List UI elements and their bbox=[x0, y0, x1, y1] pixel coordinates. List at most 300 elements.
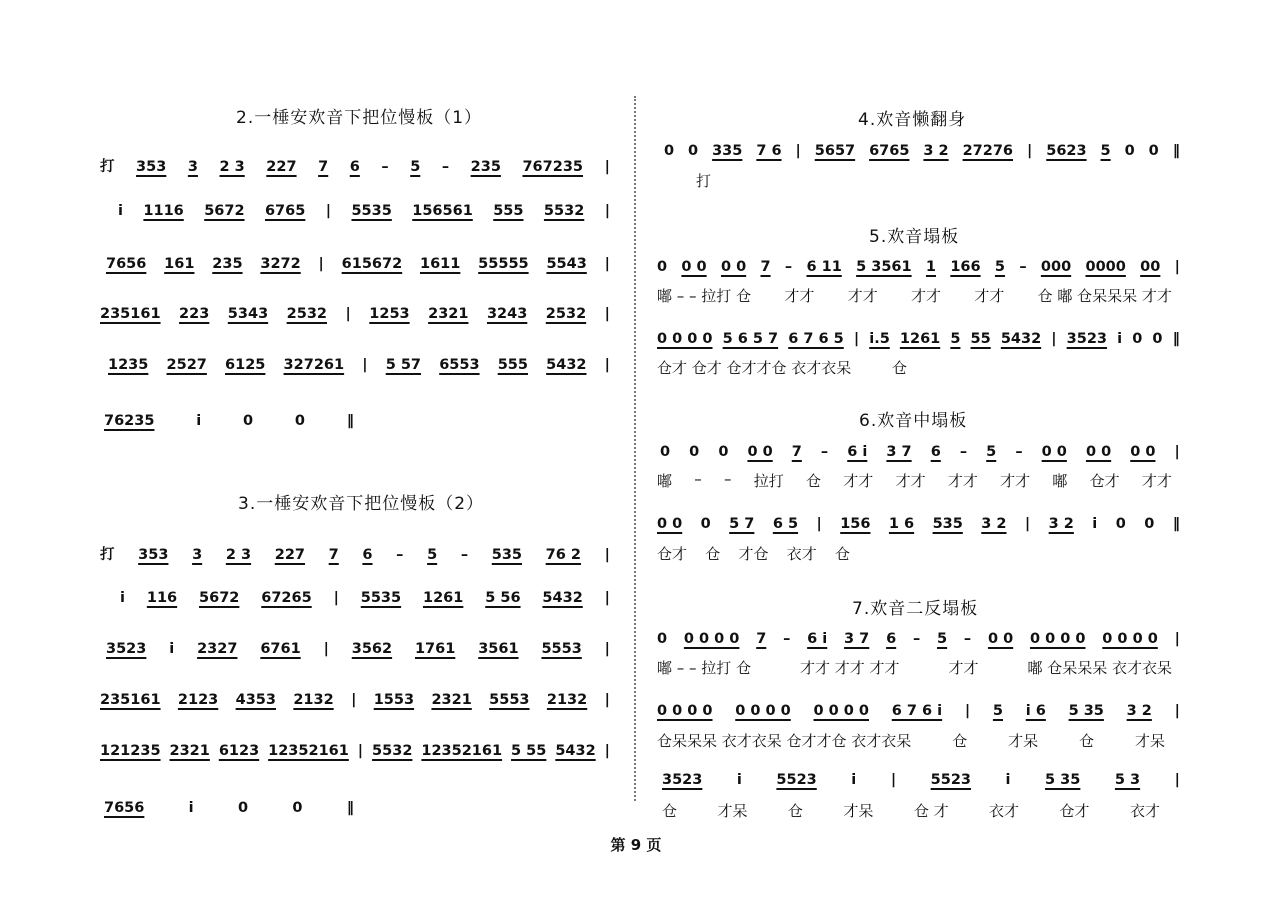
notation-token: 535 bbox=[932, 516, 963, 532]
notation-token: ‖ bbox=[1172, 331, 1180, 347]
lyric-token: 仓 bbox=[952, 732, 968, 750]
notation-token: 0 0 bbox=[1085, 444, 1112, 460]
notation-token: 0 bbox=[294, 413, 305, 429]
lyric-token: 仓才 bbox=[1089, 472, 1120, 490]
notation-token: 166 bbox=[950, 259, 981, 275]
notation-token: 2321 bbox=[169, 743, 210, 759]
notation-token: 3523 bbox=[1066, 331, 1108, 347]
notation-token: – bbox=[460, 547, 469, 563]
notation-token: | bbox=[1174, 259, 1180, 275]
lyric-token: 衣才 bbox=[989, 802, 1020, 820]
notation-token: 5543 bbox=[546, 256, 587, 272]
section-7-title: 7.欢音二反塌板 bbox=[852, 599, 979, 619]
notation-token: i bbox=[1117, 331, 1123, 347]
section-2-row bbox=[100, 155, 610, 181]
notation-token: 0 0 bbox=[657, 516, 683, 532]
notation-token: 1261 bbox=[899, 331, 941, 347]
lyric-token: – bbox=[724, 470, 732, 488]
notation-token: 1 bbox=[925, 259, 937, 275]
section-3-row bbox=[100, 743, 610, 769]
lyric-token: 才才 bbox=[843, 472, 874, 490]
notation-token: | bbox=[604, 692, 610, 708]
notation-token: 5532 bbox=[543, 203, 585, 219]
lyric-token: 仓 bbox=[662, 802, 678, 820]
lyric-token: 才呆 bbox=[717, 802, 748, 820]
notation-token: 0 0 0 0 bbox=[735, 703, 791, 719]
notation-token: 0 0 0 0 bbox=[813, 703, 870, 719]
notation-token: i bbox=[120, 590, 125, 606]
notation-token: 5 bbox=[994, 259, 1006, 275]
notation-token: | bbox=[1174, 772, 1180, 788]
notation-token: 3523 bbox=[106, 641, 147, 657]
notation-token: 5 bbox=[1100, 143, 1111, 159]
notation-token: | bbox=[351, 692, 357, 708]
notation-token: 5 57 bbox=[385, 357, 422, 373]
notation-token: 5 3 bbox=[1114, 772, 1141, 788]
lyric-token: 才才 bbox=[1000, 472, 1031, 490]
lyric-token: 打 bbox=[696, 172, 712, 190]
notation-token: – bbox=[441, 159, 450, 175]
notation-token: 6553 bbox=[439, 357, 480, 373]
notation-token: | bbox=[964, 703, 971, 719]
notation-token: 6 bbox=[349, 159, 360, 175]
lyric-token: 才才 bbox=[911, 287, 942, 305]
section-4-lyrics bbox=[696, 170, 716, 191]
notation-token: 5523 bbox=[776, 772, 817, 788]
notation-token: | bbox=[604, 357, 610, 373]
notation-token: 0 0 0 0 bbox=[1029, 631, 1086, 647]
section-2-row bbox=[108, 357, 610, 383]
notation-token: ‖ bbox=[1172, 143, 1180, 159]
notation-token: 2321 bbox=[428, 306, 469, 322]
notation-token: 0 0 bbox=[747, 444, 773, 460]
notation-token: 353 bbox=[136, 159, 167, 175]
notation-token: 5532 bbox=[372, 743, 413, 759]
notation-token: | bbox=[604, 256, 610, 272]
notation-token: | bbox=[357, 743, 364, 759]
notation-token: i bbox=[188, 800, 194, 816]
page-number: 第 9 页 bbox=[610, 836, 662, 854]
lyric-token: 嘟 – – 拉打 仓 bbox=[657, 659, 752, 677]
notation-token: 1261 bbox=[422, 590, 464, 606]
section-7-lyrics bbox=[657, 730, 1165, 751]
notation-token: 5 bbox=[937, 631, 948, 647]
notation-token: 2327 bbox=[197, 641, 238, 657]
lyric-token: 才才 才才 才才 bbox=[800, 659, 900, 677]
notation-token: 0 bbox=[243, 413, 254, 429]
notation-token: 1 6 bbox=[888, 516, 915, 532]
lyric-token: 衣才 bbox=[1129, 802, 1160, 820]
notation-token: 6123 bbox=[218, 743, 260, 759]
lyric-token: 才才 bbox=[895, 472, 926, 490]
notation-token: 55 bbox=[970, 331, 991, 347]
notation-token: 0 bbox=[1132, 331, 1143, 347]
notation-token: | bbox=[604, 306, 610, 322]
notation-token: i bbox=[1005, 772, 1011, 788]
section-4-title: 4.欢音懒翻身 bbox=[858, 110, 967, 130]
notation-token: 235161 bbox=[100, 306, 161, 322]
lyric-token: 才呆 bbox=[843, 802, 874, 820]
lyric-token: 仓 bbox=[806, 472, 822, 490]
section-6-lyrics bbox=[657, 470, 1172, 491]
notation-token: | bbox=[1024, 516, 1031, 532]
section-3-row bbox=[120, 590, 610, 616]
notation-token: | bbox=[604, 159, 610, 175]
notation-token: | bbox=[318, 256, 324, 272]
notation-token: – bbox=[783, 631, 791, 647]
notation-token: 1761 bbox=[414, 641, 456, 657]
notation-token: 3 7 bbox=[844, 631, 870, 647]
notation-token: 3523 bbox=[662, 772, 703, 788]
notation-token: 1235 bbox=[108, 357, 149, 373]
notation-token: 5 6 5 7 bbox=[722, 331, 779, 347]
notation-token: 5432 bbox=[555, 743, 596, 759]
notation-token: i bbox=[736, 772, 742, 788]
notation-token: 5 56 bbox=[485, 590, 521, 606]
notation-token: 0 0 bbox=[1041, 444, 1067, 460]
notation-token: 6761 bbox=[260, 641, 301, 657]
notation-token: 223 bbox=[179, 306, 210, 322]
notation-token: 116 bbox=[146, 590, 178, 606]
notation-token: 3 2 bbox=[981, 516, 1007, 532]
notation-token: | bbox=[1051, 331, 1057, 347]
notation-token: 0 bbox=[700, 516, 711, 532]
notation-token: 3 2 bbox=[923, 143, 949, 159]
notation-token: 0000 bbox=[1085, 259, 1126, 275]
lyric-token: 仓 bbox=[787, 802, 803, 820]
notation-token: 5672 bbox=[199, 590, 240, 606]
section-5-title: 5.欢音塌板 bbox=[869, 227, 960, 247]
notation-token: 5 7 bbox=[729, 516, 755, 532]
notation-token: 0 0 0 0 bbox=[683, 631, 740, 647]
notation-token: i bbox=[169, 641, 175, 657]
section-2-title: 2.一棰安欢音下把位慢板（1） bbox=[236, 108, 483, 128]
notation-token: – bbox=[1019, 259, 1027, 275]
notation-token: | bbox=[853, 331, 860, 347]
notation-token: i bbox=[1092, 516, 1098, 532]
notation-token: | bbox=[604, 641, 610, 657]
notation-token: | bbox=[362, 357, 368, 373]
section-2-row bbox=[118, 203, 610, 229]
notation-token: 5 55 bbox=[511, 743, 547, 759]
notation-token: 3 2 bbox=[1126, 703, 1152, 719]
notation-token: 0 bbox=[237, 800, 249, 816]
notation-token: 0 bbox=[660, 444, 671, 460]
notation-token: 5432 bbox=[1000, 331, 1042, 347]
lyric-token: 才才 bbox=[974, 287, 1005, 305]
notation-token: 打 bbox=[100, 547, 115, 563]
notation-token: 27276 bbox=[962, 143, 1014, 159]
notation-token: 227 bbox=[266, 159, 297, 175]
notation-token: 7656 bbox=[104, 800, 145, 816]
lyric-token: 才仓 bbox=[738, 545, 769, 563]
notation-token: 0 bbox=[657, 631, 668, 647]
notation-token: – bbox=[959, 444, 968, 460]
notation-token: 0 bbox=[1152, 331, 1163, 347]
notation-token: 5623 bbox=[1046, 143, 1087, 159]
notation-token: 7 bbox=[791, 444, 802, 460]
notation-token: 3 bbox=[192, 547, 203, 563]
notation-token: 235161 bbox=[100, 692, 161, 708]
notation-token: 00 bbox=[1140, 259, 1161, 275]
notation-token: 0 0 bbox=[720, 259, 747, 275]
notation-token: 5 bbox=[410, 159, 421, 175]
lyric-token: 仓 bbox=[834, 545, 850, 563]
notation-token: 0 bbox=[1144, 516, 1155, 532]
notation-token: 3243 bbox=[486, 306, 528, 322]
lyric-token: 嘟 bbox=[657, 472, 673, 490]
notation-token: ‖ bbox=[346, 413, 354, 429]
notation-token: 1253 bbox=[369, 306, 410, 322]
section-7-lyrics bbox=[662, 800, 1160, 821]
section-5-lyrics bbox=[657, 285, 1172, 306]
lyric-token: 嘟 bbox=[1052, 472, 1068, 490]
section-3-title: 3.一棰安欢音下把位慢板（2） bbox=[238, 494, 485, 514]
notation-token: 6 11 bbox=[806, 259, 842, 275]
notation-token: 55555 bbox=[478, 256, 529, 272]
lyric-token: 仓 bbox=[1079, 732, 1095, 750]
lyric-token: 仓 嘟 仓呆呆呆 才才 bbox=[1037, 287, 1172, 305]
notation-token: 1611 bbox=[420, 256, 461, 272]
notation-token: i bbox=[118, 203, 123, 219]
section-5-lyrics bbox=[657, 357, 907, 378]
section-5-row bbox=[657, 331, 1180, 357]
notation-token: 0 bbox=[664, 143, 675, 159]
notation-token: 3 bbox=[187, 159, 198, 175]
section-6-title: 6.欢音中塌板 bbox=[859, 411, 968, 431]
section-6-lyrics bbox=[657, 543, 850, 564]
column-divider bbox=[634, 96, 636, 801]
lyric-token: 才呆 bbox=[1008, 732, 1039, 750]
lyric-token: 才才 bbox=[847, 287, 878, 305]
notation-token: 5 bbox=[950, 331, 961, 347]
notation-token: i.5 bbox=[869, 331, 890, 347]
notation-token: 121235 bbox=[100, 743, 161, 759]
notation-token: – bbox=[912, 631, 921, 647]
section-4-row bbox=[664, 143, 1180, 169]
notation-token: 5657 bbox=[814, 143, 856, 159]
lyric-token: 仓才 bbox=[657, 545, 688, 563]
notation-token: 5 bbox=[427, 547, 438, 563]
notation-token: – bbox=[820, 444, 829, 460]
notation-token: 5535 bbox=[351, 203, 392, 219]
notation-token: 12352161 bbox=[268, 743, 349, 759]
notation-token: | bbox=[1174, 631, 1180, 647]
notation-token: – bbox=[963, 631, 972, 647]
notation-token: 2132 bbox=[293, 692, 334, 708]
notation-token: 6 bbox=[930, 444, 941, 460]
notation-token: 3 7 bbox=[886, 444, 912, 460]
notation-token: 235 bbox=[212, 256, 243, 272]
lyric-token: 才才 bbox=[948, 659, 979, 677]
lyric-token: 仓 才 bbox=[913, 802, 949, 820]
notation-token: | bbox=[816, 516, 822, 532]
lyric-token: 仓 bbox=[891, 359, 907, 377]
notation-token: 2132 bbox=[546, 692, 588, 708]
notation-token: 5 bbox=[986, 444, 997, 460]
notation-token: 5523 bbox=[930, 772, 971, 788]
notation-token: 打 bbox=[100, 159, 115, 175]
notation-token: 5553 bbox=[489, 692, 530, 708]
section-5-row bbox=[657, 259, 1180, 285]
section-7-row bbox=[662, 772, 1180, 798]
notation-token: 2532 bbox=[545, 306, 587, 322]
notation-token: 1116 bbox=[143, 203, 184, 219]
notation-token: | bbox=[323, 641, 329, 657]
section-3-row bbox=[100, 692, 610, 718]
notation-token: 6 7 6 5 bbox=[788, 331, 844, 347]
notation-token: | bbox=[345, 306, 351, 322]
notation-token: 0 bbox=[657, 259, 668, 275]
notation-token: | bbox=[795, 143, 801, 159]
notation-token: 6125 bbox=[225, 357, 266, 373]
lyric-token: 仓才 仓才 仓才才仓 衣才衣呆 bbox=[657, 359, 852, 377]
notation-token: 4353 bbox=[235, 692, 276, 708]
notation-token: 0 bbox=[1124, 143, 1135, 159]
notation-token: 76235 bbox=[104, 413, 155, 429]
notation-token: 0 0 0 0 bbox=[657, 331, 713, 347]
notation-token: | bbox=[1026, 143, 1033, 159]
section-3-row bbox=[106, 641, 610, 667]
notation-token: i bbox=[851, 772, 857, 788]
notation-token: 3 2 bbox=[1048, 516, 1074, 532]
notation-token: | bbox=[604, 547, 610, 563]
notation-token: 5343 bbox=[227, 306, 269, 322]
notation-token: 227 bbox=[274, 547, 306, 563]
notation-token: 235 bbox=[470, 159, 501, 175]
lyric-token: 才呆 bbox=[1134, 732, 1165, 750]
lyric-token: 仓呆呆呆 衣才衣呆 仓才才仓 衣才衣呆 bbox=[657, 732, 912, 750]
notation-token: 2532 bbox=[286, 306, 327, 322]
lyric-token: 嘟 – – 拉打 仓 bbox=[657, 287, 752, 305]
notation-token: 76 2 bbox=[545, 547, 581, 563]
notation-token: i 6 bbox=[1025, 703, 1046, 719]
notation-token: i bbox=[196, 413, 202, 429]
notation-token: 5672 bbox=[204, 203, 245, 219]
notation-token: 12352161 bbox=[421, 743, 503, 759]
notation-token: 335 bbox=[712, 143, 743, 159]
notation-token: 7 bbox=[756, 631, 767, 647]
notation-token: | bbox=[604, 743, 610, 759]
section-7-lyrics bbox=[657, 657, 1172, 678]
notation-token: ‖ bbox=[1172, 516, 1180, 532]
notation-token: 5432 bbox=[542, 590, 583, 606]
notation-token: 3561 bbox=[478, 641, 519, 657]
notation-token: 156 bbox=[840, 516, 871, 532]
notation-token: 6 i bbox=[807, 631, 828, 647]
section-6-row bbox=[660, 444, 1180, 470]
section-2-row bbox=[104, 413, 354, 439]
section-7-row bbox=[657, 703, 1180, 729]
notation-token: 6 5 bbox=[772, 516, 799, 532]
section-3-row bbox=[104, 800, 354, 826]
notation-token: | bbox=[325, 203, 332, 219]
notation-token: 3562 bbox=[351, 641, 393, 657]
lyric-token: 衣才 bbox=[786, 545, 817, 563]
notation-token: 2123 bbox=[177, 692, 219, 708]
notation-token: | bbox=[604, 590, 610, 606]
notation-token: 5432 bbox=[546, 357, 587, 373]
notation-token: 161 bbox=[164, 256, 195, 272]
notation-token: 2 3 bbox=[219, 159, 245, 175]
notation-token: 7656 bbox=[106, 256, 147, 272]
notation-token: | bbox=[890, 772, 897, 788]
notation-token: 2527 bbox=[166, 357, 207, 373]
notation-token: | bbox=[1174, 444, 1180, 460]
lyric-token: – bbox=[694, 470, 702, 488]
notation-token: 767235 bbox=[522, 159, 584, 175]
notation-token: 6 bbox=[362, 547, 373, 563]
notation-token: – bbox=[381, 159, 389, 175]
notation-token: 0 0 bbox=[681, 259, 707, 275]
notation-token: ‖ bbox=[346, 800, 354, 816]
section-7-row bbox=[657, 631, 1180, 657]
notation-token: 7 bbox=[328, 547, 339, 563]
notation-token: 535 bbox=[491, 547, 523, 563]
notation-token: 0 bbox=[292, 800, 303, 816]
notation-token: | bbox=[1174, 703, 1180, 719]
notation-token: 156561 bbox=[412, 203, 473, 219]
notation-token: 6 bbox=[886, 631, 897, 647]
notation-token: 7 6 bbox=[756, 143, 782, 159]
lyric-token: 才才 bbox=[784, 287, 815, 305]
notation-token: 5 3561 bbox=[856, 259, 912, 275]
notation-token: 0 bbox=[1148, 143, 1159, 159]
notation-token: 555 bbox=[497, 357, 528, 373]
notation-token: 5 35 bbox=[1068, 703, 1104, 719]
notation-token: 0 0 bbox=[1130, 444, 1156, 460]
notation-token: – bbox=[396, 547, 404, 563]
notation-token: 0 0 0 0 bbox=[1102, 631, 1158, 647]
notation-token: 6765 bbox=[869, 143, 910, 159]
notation-token: 0 bbox=[688, 143, 699, 159]
notation-token: 5 35 bbox=[1045, 772, 1081, 788]
notation-token: 7 bbox=[318, 159, 329, 175]
notation-token: 1553 bbox=[373, 692, 415, 708]
lyric-token: 才才 bbox=[947, 472, 978, 490]
notation-token: 0 bbox=[1115, 516, 1126, 532]
section-2-row bbox=[106, 256, 610, 282]
notation-token: 5553 bbox=[541, 641, 582, 657]
notation-token: 353 bbox=[138, 547, 169, 563]
notation-token: – bbox=[1015, 444, 1023, 460]
notation-token: 0 0 bbox=[987, 631, 1014, 647]
notation-token: 5535 bbox=[360, 590, 402, 606]
section-6-row bbox=[657, 516, 1180, 542]
lyric-token: 拉打 bbox=[753, 472, 784, 490]
notation-token: 2 3 bbox=[225, 547, 252, 563]
notation-token: 6765 bbox=[264, 203, 306, 219]
notation-token: 67265 bbox=[261, 590, 312, 606]
notation-token: 7 bbox=[760, 259, 771, 275]
notation-token: 615672 bbox=[341, 256, 403, 272]
lyric-token: 仓才 bbox=[1059, 802, 1090, 820]
lyric-token: 才才 bbox=[1141, 472, 1172, 490]
section-2-row bbox=[100, 306, 610, 332]
notation-token: 3272 bbox=[260, 256, 301, 272]
notation-token: 555 bbox=[493, 203, 524, 219]
notation-token: – bbox=[784, 259, 793, 275]
notation-token: 0 0 0 0 bbox=[657, 703, 713, 719]
notation-token: 6 7 6 i bbox=[891, 703, 943, 719]
notation-token: | bbox=[604, 203, 610, 219]
notation-token: 2321 bbox=[431, 692, 472, 708]
notation-token: 5 bbox=[992, 703, 1003, 719]
lyric-token: 仓 bbox=[705, 545, 721, 563]
notation-token: 000 bbox=[1040, 259, 1072, 275]
section-3-row bbox=[100, 543, 610, 569]
notation-token: 6 i bbox=[847, 444, 868, 460]
